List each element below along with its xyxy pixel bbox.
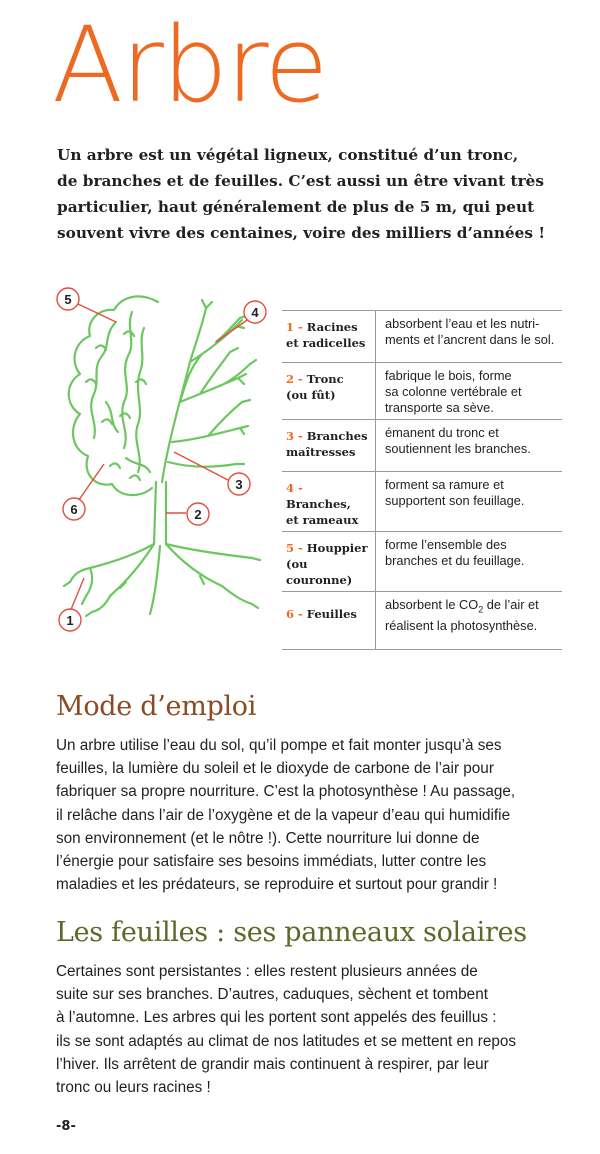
legend-row: [282, 592, 562, 650]
legend-desc-text: de l’air et: [483, 597, 539, 612]
legend-description: [376, 532, 563, 592]
legend-number: 6 -: [286, 607, 303, 621]
intro-line: souvent vivre des centaines, voire des milliers d’années !: [57, 224, 546, 242]
body-line: Un arbre utilise l’eau du sol, qu’il pompe et fait monter jusqu’à ses: [56, 737, 502, 754]
number-badges: [57, 288, 266, 631]
crown-leaves-inner: [91, 312, 150, 472]
legend-description: [376, 592, 563, 650]
legend-desc-text: forment sa ramure et supportent son feuillage.: [385, 477, 525, 508]
section-heading-leaves: Les feuilles : ses panneaux solaires: [56, 917, 527, 948]
branches-right: [162, 308, 250, 482]
legend-description: [376, 363, 563, 420]
section-body-leaves: [56, 960, 576, 1099]
intro-line: Un arbre est un végétal ligneux, constitué d’un tronc,: [57, 146, 519, 164]
badge-label-6: 6: [70, 502, 78, 517]
legend-desc-text: émanent du tronc et soutiennent les branches.: [385, 425, 531, 456]
body-line: fabriquer sa propre nourriture. C’est la photosynthèse ! Au passage,: [56, 783, 516, 801]
legend-row: [282, 472, 562, 532]
body-line: feuilles, la lumière du soleil et le dioxyde de carbone de l’air pour: [56, 760, 494, 778]
roots: [70, 544, 252, 612]
legend-part: [282, 592, 376, 650]
legend-part: [282, 532, 376, 592]
leader-line-5: [78, 304, 116, 322]
legend-number: 5 -: [286, 541, 303, 555]
legend-part: [282, 363, 376, 420]
tree-illustration: [40, 282, 280, 642]
legend-part: [282, 420, 376, 472]
body-line: à l’automne. Les arbres qui les portent sont appelés des feuillus :: [56, 1009, 497, 1027]
body-line: Certaines sont persistantes : elles restent plusieurs années de: [56, 963, 478, 980]
legend-number: 4 -: [286, 481, 303, 495]
intro-paragraph: [57, 142, 577, 246]
legend-desc-subscript: 2: [478, 604, 484, 615]
body-line: l’hiver. Ils arrêtent de grandir mais continuent à respirer, par leur: [56, 1055, 489, 1073]
crown-leaf-tufts: [86, 331, 146, 480]
section-heading-mode: Mode d’emploi: [56, 691, 257, 722]
tree-parts-legend: [282, 310, 562, 650]
legend-description: [376, 472, 563, 532]
badge-label-2: 2: [194, 507, 202, 522]
badge-label-3: 3: [235, 477, 243, 492]
legend-part-name: Branches, et rameaux: [286, 497, 359, 527]
legend-desc-text: absorbent l’eau et les nutri- ments et l’ancrent dans le sol.: [385, 316, 555, 347]
body-line: maladies et les prédateurs, se reproduire et surtout pour grandir !: [56, 876, 498, 894]
intro-line: particulier, haut généralement de plus de 5 m, qui peut: [57, 198, 535, 216]
tree-drawing: [64, 296, 260, 616]
legend-desc-text: réalisent la photosynthèse.: [385, 617, 538, 633]
leader-line-4: [216, 318, 250, 342]
legend-desc-text: fabrique le bois, forme sa colonne vertébrale et transporte sa sève.: [385, 368, 522, 415]
legend-part: [282, 472, 376, 532]
legend-row: [282, 311, 562, 363]
badge-label-4: 4: [251, 305, 259, 320]
legend-description: [376, 311, 563, 363]
legend-part-name: Branches maîtresses: [286, 429, 368, 459]
body-line: son environnement (et le nôtre !). Cette nourriture lui donne de: [56, 829, 480, 847]
legend-part: [282, 311, 376, 363]
leader-line-1: [70, 578, 84, 612]
trunk: [154, 482, 166, 544]
body-line: suite sur ses branches. D’autres, caduques, sèchent et tombent: [56, 986, 488, 1004]
section-body-mode: [56, 734, 576, 896]
page-title: Arbre: [52, 4, 327, 126]
legend-number: 3 -: [286, 429, 303, 443]
legend-part-name: Tronc (ou fût): [286, 372, 344, 402]
body-line: tronc ou leurs racines !: [56, 1079, 211, 1097]
intro-line: de branches et de feuilles. C’est aussi un être vivant très: [57, 172, 544, 190]
legend-part-name: Racines et radicelles: [286, 320, 366, 350]
legend-row: [282, 363, 562, 420]
legend-part-name: Feuilles: [306, 607, 357, 621]
legend-number: 2 -: [286, 372, 303, 386]
page-number: -8-: [56, 1119, 76, 1134]
legend-desc-text: absorbent le CO: [385, 597, 479, 612]
legend-part-name: Houppier (ou couronne): [286, 541, 368, 587]
legend-description: [376, 420, 563, 472]
legend-row: [282, 420, 562, 472]
legend-number: 1 -: [286, 320, 303, 334]
legend-desc-text: forme l’ensemble des branches et du feuillage.: [385, 537, 525, 568]
body-line: l’énergie pour satisfaire ses besoins immédiats, lutter contre les: [56, 853, 487, 871]
badge-label-5: 5: [64, 292, 72, 307]
legend-row: [282, 532, 562, 592]
body-line: il relâche dans l’air de l’oxygène et de la vapeur d’eau qui humidifie: [56, 806, 511, 824]
badge-label-1: 1: [66, 613, 74, 628]
body-line: ils se sont adaptés au climat de nos latitudes et se mettent en repos: [56, 1032, 517, 1050]
